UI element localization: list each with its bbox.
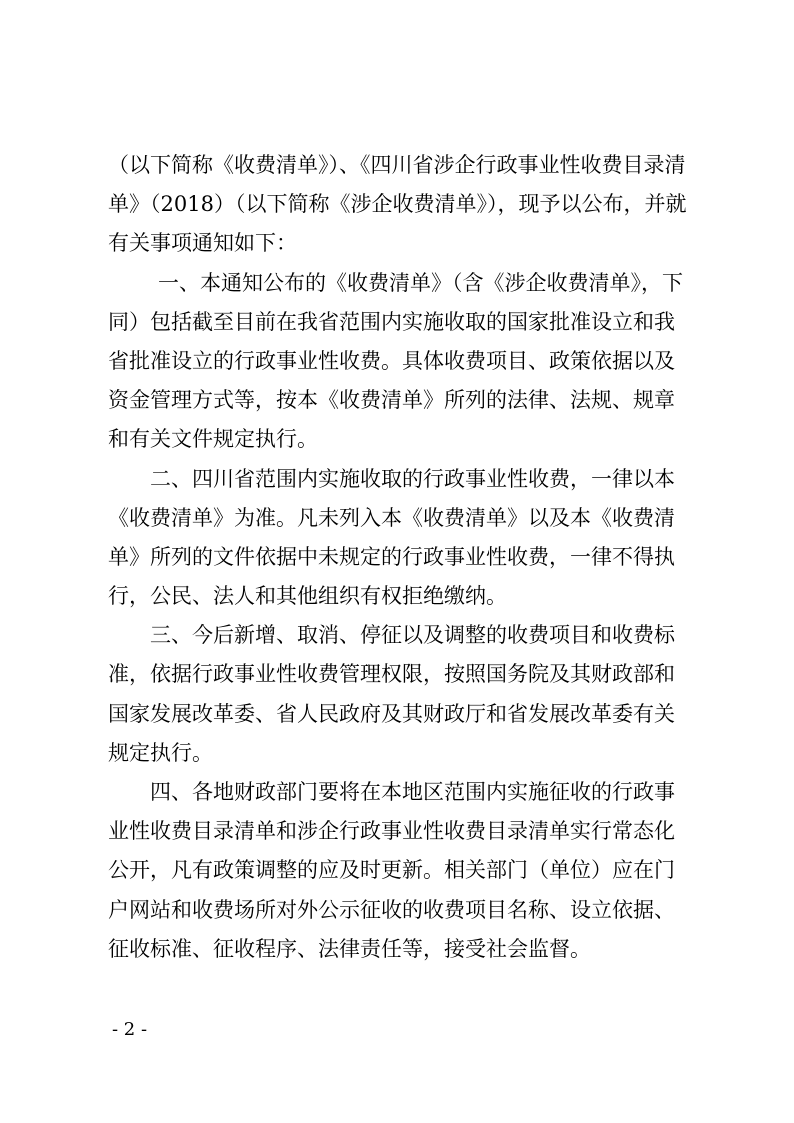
text-line: 户网站和收费场所对外公示征收的收费项目名称、设立依据、 <box>108 897 675 922</box>
paragraph-2-start: 二、四川省范围内实施收取的行政事业性收费，一律以本 <box>150 466 675 491</box>
text-line: 国家发展改革委、省人民政府及其财政厅和省发展改革委有关 <box>108 701 675 726</box>
text-line: 和有关文件规定执行。 <box>108 427 318 452</box>
page-number: - 2 - <box>112 1019 148 1040</box>
document-body <box>108 146 694 969</box>
text-line: 有关事项通知如下： <box>108 231 297 256</box>
text-line: 同）包括截至目前在我省范围内实施收取的国家批准设立和我 <box>108 309 675 334</box>
text-line: 行，公民、法人和其他组织有权拒绝缴纳。 <box>108 584 507 609</box>
text-line: 省批准设立的行政事业性收费。具体收费项目、政策依据以及 <box>108 348 675 373</box>
paragraph-1-start: 一、本通知公布的《收费清单》（含《涉企收费清单》，下 <box>158 270 683 295</box>
text-line: 业性收费目录清单和涉企行政事业性收费目录清单实行常态化 <box>108 819 675 844</box>
text-line: 单》所列的文件依据中未规定的行政事业性收费，一律不得执 <box>108 544 675 569</box>
text-line: 准，依据行政事业性收费管理权限，按照国务院及其财政部和 <box>108 662 675 687</box>
paragraph-4-start: 四、各地财政部门要将在本地区范围内实施征收的行政事 <box>150 780 675 804</box>
paragraph-3-start: 三、今后新增、取消、停征以及调整的收费项目和收费标 <box>150 623 675 648</box>
text-line: （以下简称《收费清单》）、《四川省涉企行政事业性收费目录清 <box>108 153 686 177</box>
text-line: 单》（2018）（以下简称《涉企收费清单》），现予以公布，并就 <box>108 192 687 217</box>
text-line: 资金管理方式等，按本《收费清单》所列的法律、法规、规章 <box>108 388 675 413</box>
text-line: 《收费清单》为准。凡未列入本《收费清单》以及本《收费清 <box>108 505 675 530</box>
text-line: 征收标准、征收程序、法律责任等，接受社会监督。 <box>108 936 591 961</box>
text-line: 公开，凡有政策调整的应及时更新。相关部门（单位）应在门 <box>108 858 675 883</box>
text-line: 规定执行。 <box>108 740 213 765</box>
